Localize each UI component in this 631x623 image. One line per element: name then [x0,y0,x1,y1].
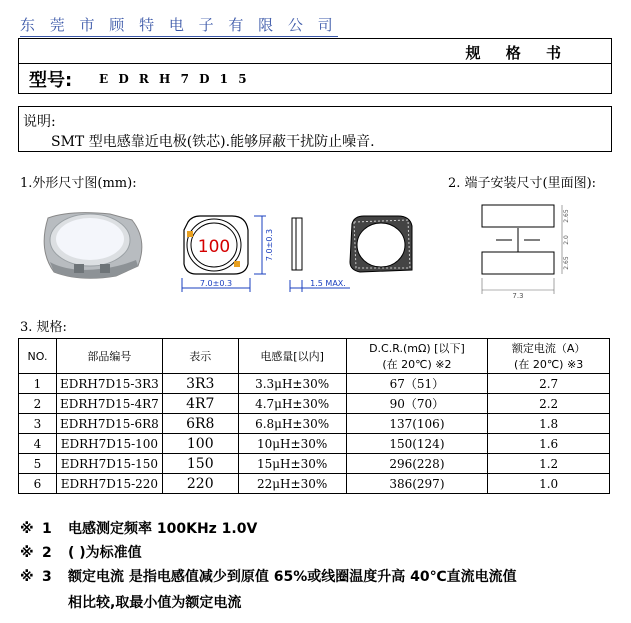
table-row [19,474,610,494]
note-mark: ※ [20,521,34,537]
table-row [19,434,610,454]
company-name: 东 莞 市 顾 特 电 子 有 限 公 司 [20,14,338,37]
description-label: 说明: [23,114,56,130]
cell-marking: 100 [162,434,238,454]
cell-no: 5 [19,454,57,474]
cell-no: 4 [19,434,57,454]
header-dcr [346,339,488,374]
dim-width: 7.0±0.3 [199,279,233,288]
outline-drawing [20,200,620,305]
note-2 [20,542,142,562]
cell-marking: 3R3 [162,374,238,394]
cell-current: 2.7 [488,374,610,394]
spec-title: 规 格 书 [465,44,571,62]
cell-current: 1.6 [488,434,610,454]
model-label: 型号: [29,70,73,91]
cell-part: EDRH7D15-150 [56,454,162,474]
spec-table [18,338,610,494]
note-number: 1 [42,521,52,537]
cell-no: 3 [19,414,57,434]
cell-part: EDRH7D15-100 [56,434,162,454]
component-photo [44,213,142,279]
pad-height-1: 2.65 [563,209,570,223]
terminal-section-title: 2. 端子安装尺寸(里面图): [448,176,597,191]
table-row [19,414,610,434]
cell-dcr: 150(124) [346,434,488,454]
cell-no: 6 [19,474,57,494]
table-row [19,454,610,474]
cell-inductance: 4.7μH±30% [238,394,346,414]
cell-part: EDRH7D15-3R3 [56,374,162,394]
dim-max: 1.5 MAX. [310,279,346,288]
cell-marking: 220 [162,474,238,494]
note-text: 电感测定频率 100KHz 1.0V [68,521,258,537]
cell-dcr: 296(228) [346,454,488,474]
note-number: 2 [42,545,52,561]
note-1 [20,518,257,538]
table-row [19,394,610,414]
note-text: 额定电流 是指电感值减少到原值 65%或线圈温度升高 40℃直流电流值 [68,569,517,585]
model-code: E D R H 7 D 1 5 [99,72,250,86]
header-current-line2: (在 20℃) ※3 [514,358,584,371]
cell-current: 2.2 [488,394,610,414]
top-view [182,216,274,292]
cell-current: 1.8 [488,414,610,434]
cell-marking: 4R7 [162,394,238,414]
header-current-line1: 额定电流（A） [511,342,586,355]
table-row [19,374,610,394]
cell-inductance: 3.3μH±30% [238,374,346,394]
cell-dcr: 386(297) [346,474,488,494]
cell-part: EDRH7D15-6R8 [56,414,162,434]
pad-layout [482,205,570,300]
cell-part: EDRH7D15-4R7 [56,394,162,414]
note-3 [20,566,517,586]
cell-dcr: 137(106) [346,414,488,434]
cell-inductance: 10μH±30% [238,434,346,454]
outline-section-title: 1.外形尺寸图(mm): [20,176,137,191]
description-box [18,106,612,152]
header-inductance: 电感量[以内] [238,339,346,374]
cell-no: 2 [19,394,57,414]
cell-inductance: 6.8μH±30% [238,414,346,434]
spec-section-title: 3. 规格: [20,320,67,335]
note-mark: ※ [20,569,34,585]
note-3-continuation [68,592,241,612]
pad-height-2: 2.65 [563,256,570,270]
cell-current: 1.2 [488,454,610,474]
table-header-row [19,339,610,374]
side-view [290,218,350,292]
cell-current: 1.0 [488,474,610,494]
description-text: SMT 型电感靠近电极(铁芯).能够屏蔽干扰防止噪音. [51,134,375,150]
cell-inductance: 22μH±30% [238,474,346,494]
marking-text: 100 [197,237,231,257]
bottom-view [350,216,412,272]
cell-marking: 6R8 [162,414,238,434]
cell-part: EDRH7D15-220 [56,474,162,494]
title-row [19,39,611,64]
note-text: ( )为标准值 [68,545,142,561]
header-rated-current [488,339,610,374]
header-dcr-line2: (在 20℃) ※2 [382,358,452,371]
cell-inductance: 15μH±30% [238,454,346,474]
header-part-number: 部品编号 [56,339,162,374]
header-marking: 表示 [162,339,238,374]
title-box [18,38,612,94]
note-text: 相比较,取最小值为额定电流 [68,595,242,611]
note-mark: ※ [20,545,34,561]
cell-no: 1 [19,374,57,394]
pad-width: 7.3 [512,292,524,300]
cell-dcr: 67（51） [346,374,488,394]
dim-height: 7.0±0.3 [265,228,274,262]
header-dcr-line1: D.C.R.(mΩ) [以下] [369,342,465,355]
pad-gap: 2.0 [563,235,570,245]
cell-dcr: 90（70） [346,394,488,414]
note-number: 3 [42,569,52,585]
header-no: NO. [19,339,57,374]
cell-marking: 150 [162,454,238,474]
